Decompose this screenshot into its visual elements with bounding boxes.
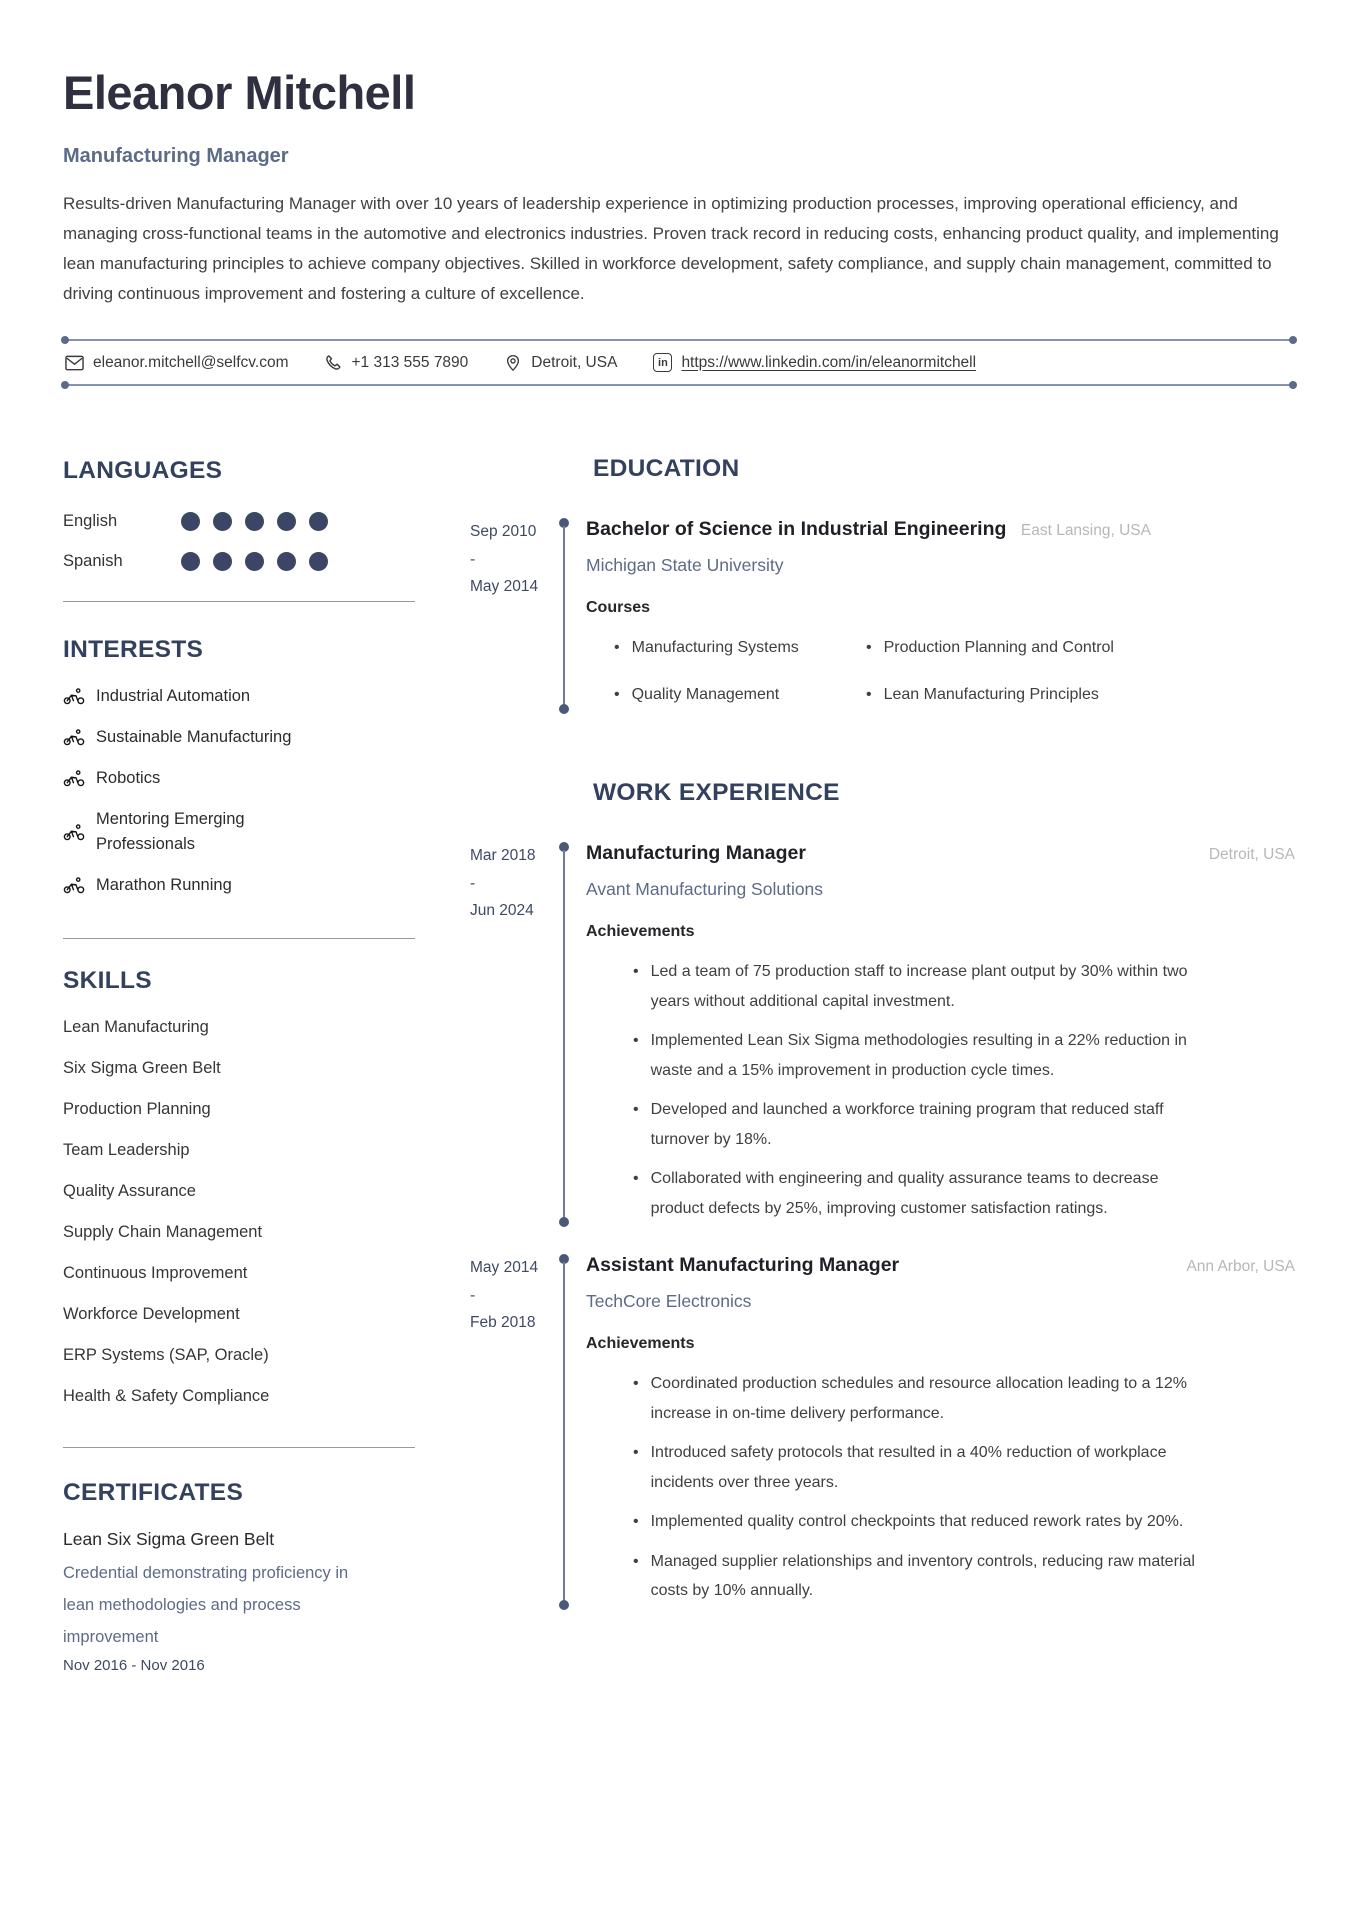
entry-dates: [470, 516, 558, 710]
cyclist-icon: [63, 824, 85, 841]
bullet-dot: •: [866, 686, 872, 704]
job-location: Detroit, USA: [1208, 846, 1295, 864]
email-icon: [65, 355, 84, 371]
course-label: Lean Manufacturing Principles: [883, 686, 1099, 704]
skill-item: Quality Assurance: [63, 1182, 196, 1201]
rule-end-dot: [61, 381, 69, 389]
certificate-title: Lean Six Sigma Green Belt: [63, 1529, 275, 1550]
achievement-text: Collaborated with engineering and quality assurance teams to decrease product defects by 25%, improving customer satisfaction ratings.: [650, 1170, 1159, 1217]
experience-heading: WORK EXPERIENCE: [593, 779, 840, 807]
language-level-dots: [181, 552, 328, 571]
entry-content: [569, 1252, 1295, 1606]
timeline: [559, 516, 569, 710]
level-dot: [309, 552, 328, 571]
interest-label: Mentoring Emerging Professionals: [96, 810, 245, 854]
bullet-dot: •: [633, 1101, 639, 1119]
courses-label: Courses: [586, 599, 651, 617]
person-name: Eleanor Mitchell: [63, 66, 416, 119]
achievement-text: Introduced safety protocols that resulted in a 40% reduction of workplace incidents over three years.: [650, 1444, 1167, 1491]
cyclist-icon: [63, 688, 85, 705]
skill-item: Team Leadership: [63, 1141, 190, 1160]
cyclist-icon: [63, 877, 85, 894]
certificates-heading: CERTIFICATES: [63, 1479, 244, 1507]
summary-paragraph: Results-driven Manufacturing Manager with over 10 years of leadership experience in optimizing production processes, improving operational efficiency, and managing cross-functional teams in the automotive and electronics industries. Proven track record in reducing costs, enhancing product quality, and implementing lean manufacturing principles to achieve company objectives. Skilled in workforce development, safety compliance, and supply chain management, committed to driving continuous improvement and fostering a culture of excellence.: [63, 194, 1279, 304]
interest-item: [63, 873, 415, 898]
rule-end-dot: [61, 336, 69, 344]
language-row: [63, 501, 328, 541]
skill-item: Continuous Improvement: [63, 1264, 248, 1283]
language-row: [63, 541, 328, 581]
education-location: East Lansing, USA: [1020, 522, 1151, 540]
bullet-dot: •: [633, 1444, 639, 1462]
rule-end-dot: [1289, 381, 1297, 389]
skill-item: Six Sigma Green Belt: [63, 1059, 221, 1078]
school-name: Michigan State University: [586, 555, 784, 576]
date-separator: -: [470, 874, 476, 892]
sidebar-divider: [63, 1447, 415, 1448]
job-title-line: [586, 840, 1295, 868]
bullet-dot: •: [633, 963, 639, 981]
date-end: Feb 2018: [470, 1314, 536, 1332]
job-title: Manufacturing Manager: [586, 842, 806, 865]
language-level-dots: [181, 512, 328, 531]
certificate-item: [63, 1527, 415, 1674]
achievements-list: [586, 957, 1295, 1223]
date-end: Jun 2024: [470, 902, 534, 920]
degree-line: [586, 516, 1295, 544]
language-name: Spanish: [63, 551, 123, 570]
bullet-dot: •: [614, 686, 620, 704]
main-column: [470, 441, 1295, 1674]
courses-list: [586, 633, 1295, 710]
date-start: Sep 2010: [470, 523, 537, 541]
sidebar-divider: [63, 601, 415, 602]
phone-icon: [325, 354, 343, 372]
company-name: Avant Manufacturing Solutions: [586, 879, 824, 900]
interest-label: Sustainable Manufacturing: [96, 728, 292, 747]
timeline-line: [563, 1262, 565, 1606]
location-pin-icon: [504, 354, 522, 372]
job-title-line: [586, 1252, 1295, 1280]
job-location: Ann Arbor, USA: [1186, 1258, 1295, 1276]
achievement-item: [633, 1438, 1205, 1497]
cyclist-icon: [63, 770, 85, 787]
interests-heading: INTERESTS: [63, 636, 204, 664]
date-separator: -: [470, 1286, 476, 1304]
entry-dates: [470, 1252, 558, 1606]
location-text: Detroit, USA: [531, 353, 618, 371]
education-entry: [470, 516, 1295, 710]
person-job-title: Manufacturing Manager: [63, 145, 289, 168]
level-dot: [245, 552, 264, 571]
bullet-dot: •: [633, 1552, 639, 1570]
achievement-item: [633, 1026, 1205, 1085]
email-text: eleanor.mitchell@selfcv.com: [93, 353, 289, 371]
course-label: Manufacturing Systems: [631, 639, 799, 657]
entry-content: [569, 840, 1295, 1223]
interest-item: [63, 766, 415, 791]
timeline-line: [563, 526, 565, 710]
achievement-text: Led a team of 75 production staff to increase plant output by 30% within two years without additional capital investment.: [650, 963, 1188, 1010]
bullet-dot: •: [633, 1375, 639, 1393]
job-title: Assistant Manufacturing Manager: [586, 1254, 900, 1277]
achievement-item: [633, 1095, 1205, 1154]
achievement-text: Coordinated production schedules and resource allocation leading to a 12% increase in on-time delivery performance.: [650, 1375, 1187, 1422]
level-dot: [309, 512, 328, 531]
interest-label: Robotics: [96, 769, 161, 788]
experience-entry: [470, 840, 1295, 1223]
sidebar: [63, 441, 415, 1674]
achievement-text: Implemented quality control checkpoints that reduced rework rates by 20%.: [650, 1513, 1184, 1531]
skill-item: Supply Chain Management: [63, 1223, 263, 1242]
date-end: May 2014: [470, 578, 539, 596]
course-item: [866, 680, 1295, 710]
bullet-dot: •: [866, 639, 872, 657]
education-section: [470, 454, 1295, 710]
contact-linkedin: [653, 353, 976, 372]
level-dot: [245, 512, 264, 531]
achievement-item: [633, 1164, 1205, 1223]
level-dot: [213, 552, 232, 571]
degree-title: Bachelor of Science in Industrial Engineering: [586, 518, 1007, 541]
course-item: [614, 633, 866, 663]
interests-list: [63, 684, 415, 898]
course-item: [866, 633, 1295, 663]
level-dot: [181, 552, 200, 571]
interest-label: Marathon Running: [96, 876, 232, 895]
contact-location: [504, 354, 617, 372]
certificate-dates: Nov 2016 - Nov 2016: [63, 1657, 205, 1675]
linkedin-icon: in: [653, 353, 672, 372]
contact-email: [65, 354, 289, 372]
cyclist-icon: [63, 729, 85, 746]
certificate-description: Credential demonstrating proficiency in lean methodologies and process improvement: [63, 1564, 349, 1647]
achievement-item: [633, 1547, 1205, 1606]
languages-heading: LANGUAGES: [63, 457, 223, 485]
skill-item: Health & Safety Compliance: [63, 1387, 270, 1406]
interest-item: [63, 807, 415, 857]
entry-dates: [470, 840, 558, 1223]
bullet-dot: •: [633, 1032, 639, 1050]
achievement-text: Implemented Lean Six Sigma methodologies resulting in a 22% reduction in waste and a 15% improvement in production cycle times.: [650, 1032, 1187, 1079]
skills-list: [63, 1015, 415, 1409]
resume-body: [63, 441, 1295, 1674]
achievement-text: Developed and launched a workforce training program that reduced staff turnover by 18%.: [650, 1101, 1164, 1148]
languages-list: [63, 501, 415, 581]
date-start: May 2014: [470, 1259, 539, 1277]
bullet-dot: •: [614, 639, 620, 657]
level-dot: [181, 512, 200, 531]
company-name: TechCore Electronics: [586, 1291, 752, 1312]
course-label: Production Planning and Control: [883, 639, 1114, 657]
achievements-label: Achievements: [586, 923, 695, 941]
course-label: Quality Management: [631, 686, 780, 704]
linkedin-link[interactable]: https://www.linkedin.com/in/eleanormitchell: [681, 353, 977, 371]
achievement-item: [633, 957, 1205, 1016]
bullet-dot: •: [633, 1513, 639, 1531]
timeline-line: [563, 850, 565, 1223]
skill-item: Production Planning: [63, 1100, 211, 1119]
rule-end-dot: [1289, 336, 1297, 344]
interest-item: [63, 725, 415, 750]
timeline: [559, 1252, 569, 1606]
experience-entry: [470, 1252, 1295, 1606]
interest-label: Industrial Automation: [96, 687, 251, 706]
education-heading: EDUCATION: [593, 455, 740, 483]
achievements-label: Achievements: [586, 1335, 695, 1353]
date-start: Mar 2018: [470, 847, 536, 865]
phone-text: +1 313 555 7890: [351, 353, 469, 371]
language-name: English: [63, 511, 118, 530]
course-item: [614, 680, 866, 710]
contact-phone: [325, 354, 469, 372]
level-dot: [277, 512, 296, 531]
skill-item: Workforce Development: [63, 1305, 240, 1324]
achievement-item: [633, 1369, 1205, 1428]
interest-item: [63, 684, 415, 709]
experience-section: [470, 778, 1295, 1606]
skill-item: ERP Systems (SAP, Oracle): [63, 1346, 269, 1365]
bullet-dot: •: [633, 1170, 639, 1188]
level-dot: [213, 512, 232, 531]
entry-content: [569, 516, 1295, 710]
sidebar-divider: [63, 938, 415, 939]
level-dot: [277, 552, 296, 571]
skills-heading: SKILLS: [63, 967, 152, 995]
date-separator: -: [470, 550, 476, 568]
achievements-list: [586, 1369, 1295, 1606]
contact-bar: [63, 339, 1295, 386]
skill-item: Lean Manufacturing: [63, 1018, 209, 1037]
achievement-item: [633, 1507, 1205, 1537]
achievement-text: Managed supplier relationships and inventory controls, reducing raw material costs by 10% annually.: [650, 1552, 1195, 1600]
timeline: [559, 840, 569, 1223]
